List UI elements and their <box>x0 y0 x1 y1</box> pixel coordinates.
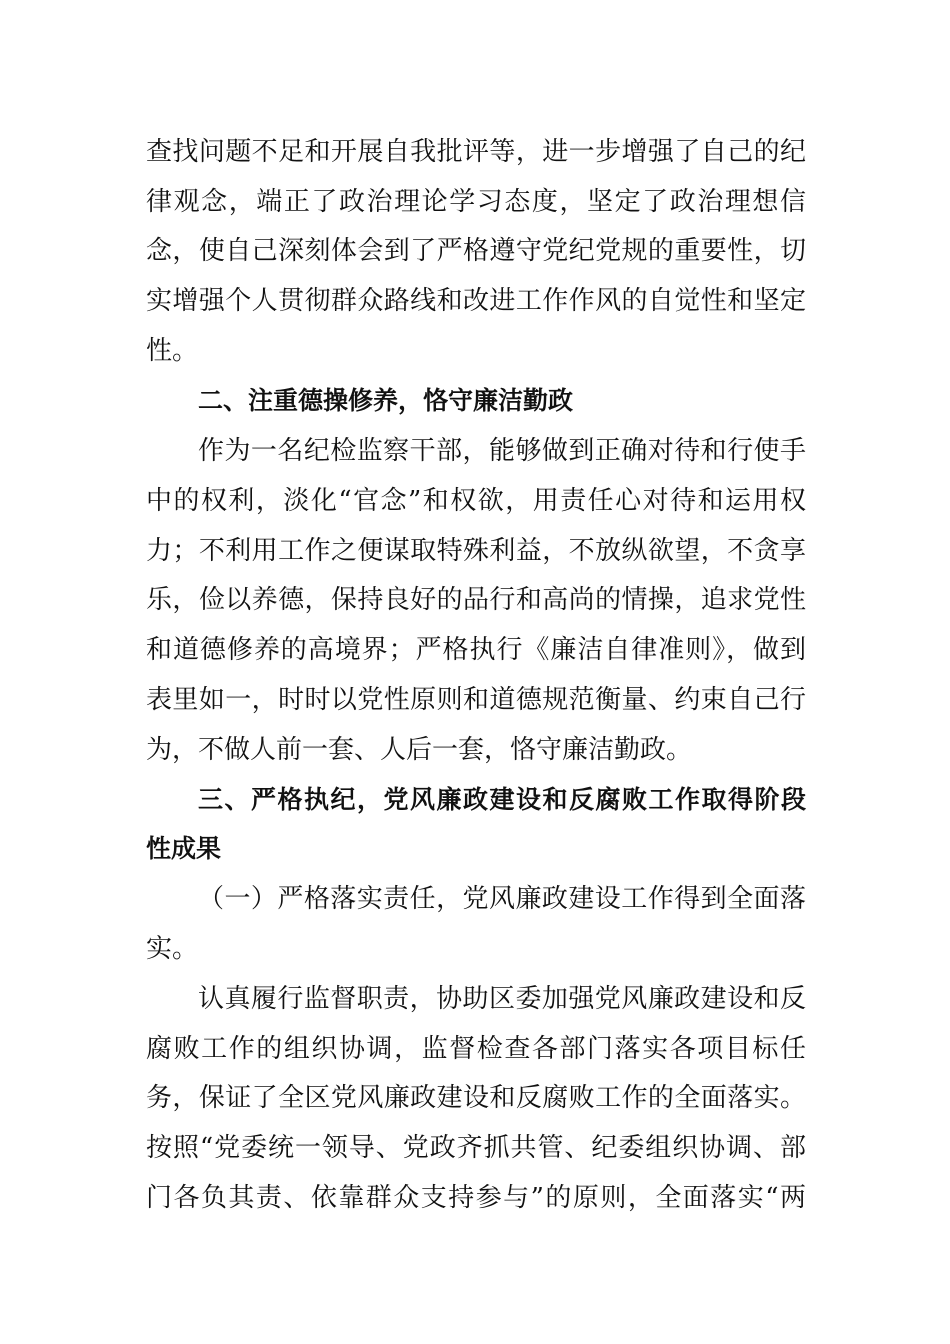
body-text-line: 力；不利用工作之便谋取特殊利益，不放纵欲望，不贪享 <box>146 536 806 566</box>
body-text-line: 中的权利，淡化“官念”和权欲，用责任心对待和运用权 <box>146 486 806 516</box>
body-text-line: 律观念，端正了政治理论学习态度，坚定了政治理想信 <box>146 187 806 217</box>
body-text-line: 腐败工作的组织协调，监督检查各部门落实各项目标任 <box>146 1034 806 1064</box>
body-text-line: 按照“党委统一领导、党政齐抓共管、纪委组织协调、部 <box>146 1133 806 1163</box>
body-text-line: 查找问题不足和开展自我批评等，进一步增强了自己的纪 <box>146 137 806 167</box>
body-text-line: 性。 <box>146 336 199 366</box>
body-text-line: 和道德修养的高境界；严格执行《廉洁自律准则》，做到 <box>146 635 806 665</box>
body-text-line: 乐，俭以养德，保持良好的品行和高尚的情操，追求党性 <box>146 585 806 615</box>
body-text-line: 作为一名纪检监察干部，能够做到正确对待和行使手 <box>198 436 806 466</box>
subsection-heading: （一）严格落实责任，党风廉政建设工作得到全面落 <box>198 884 806 914</box>
body-text-line: 门各负其责、依靠群众支持参与”的原则，全面落实“两 <box>146 1183 806 1213</box>
body-text-line: 认真履行监督职责，协助区委加强党风廉政建设和反 <box>198 984 806 1014</box>
body-text-line: 实增强个人贯彻群众路线和改进工作作风的自觉性和坚定 <box>146 286 806 316</box>
body-text-line: 务，保证了全区党风廉政建设和反腐败工作的全面落实。 <box>146 1083 806 1113</box>
body-text-line: 念，使自己深刻体会到了严格遵守党纪党规的重要性，切 <box>146 236 806 266</box>
section-heading: 三、严格执纪，党风廉政建设和反腐败工作取得阶段 <box>198 785 806 814</box>
subsection-heading-continuation: 实。 <box>146 934 199 964</box>
section-heading-continuation: 性成果 <box>146 834 222 863</box>
section-heading: 二、注重德操修养，恪守廉洁勤政 <box>198 386 574 415</box>
body-text-line: 为，不做人前一套、人后一套，恪守廉洁勤政。 <box>146 735 693 765</box>
body-text-line: 表里如一，时时以党性原则和道德规范衡量、约束自己行 <box>146 685 806 715</box>
